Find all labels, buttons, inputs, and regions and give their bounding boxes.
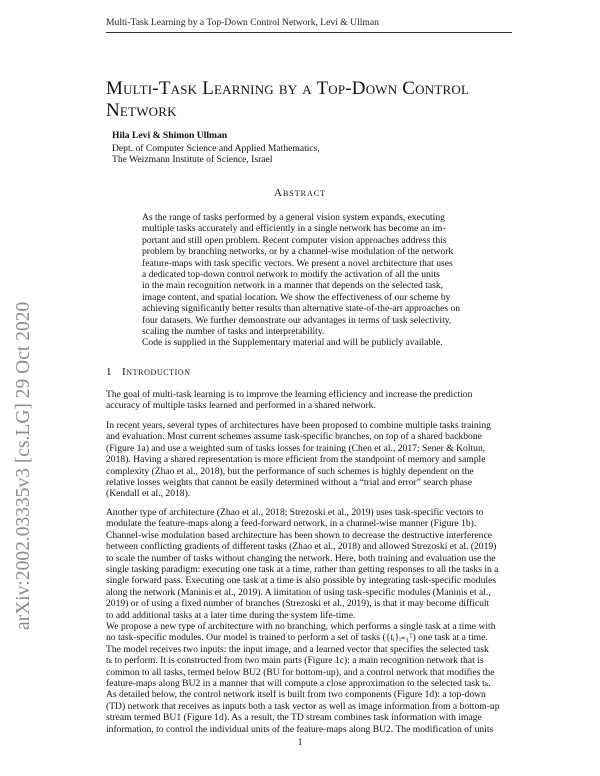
abstract-line: scaling the number of tasks and interpretability. xyxy=(142,326,325,338)
authors: Hila Levi & Shimon Ullman xyxy=(112,130,228,141)
paragraph-line: Another type of architecture (Zhao et al., 2018; Strezoski et al., 2019) uses task-specific vectors to xyxy=(106,507,484,518)
paragraph-line: relative losses weights that cannot be easily determined without a “trial and error” search phase xyxy=(106,477,473,489)
paragraph-4 xyxy=(106,621,510,735)
section-number: 1 xyxy=(106,366,113,378)
affiliation-line-2: The Weizmann Institute of Science, Israel xyxy=(112,154,273,165)
affiliation-line-1: Dept. of Computer Science and Applied Mathematics, xyxy=(112,143,320,154)
paragraph-line: We propose a new type of architecture with no branching, which performs a single task at a time with xyxy=(106,621,496,632)
abstract-body xyxy=(142,212,470,349)
paragraph-line: between conflicting gradients of different tasks (Zhao et al., 2018) and allowed Strezoski et al. (2019) xyxy=(106,541,497,553)
abstract-line: multiple tasks accurately and efficiently in a single network has become an im- xyxy=(142,223,446,235)
abstract-line: in the main recognition network in a manner that depends on the selected task, xyxy=(142,280,444,292)
paragraph-line: accuracy of multiple tasks learned and performed in a shared network. xyxy=(106,400,376,412)
abstract-line: Code is supplied in the Supplementary material and will be publicly available. xyxy=(142,337,443,349)
abstract-line: achieving significantly better results than alternative state-of-the-art approaches on xyxy=(142,303,461,315)
paragraph-line: and evaluation. Most current schemes assume task-specific branches, on top of a shared backbone xyxy=(106,431,482,443)
paragraph-line: to add additional tasks at a later time during the system life-time. xyxy=(106,609,356,621)
paragraph-line: single forward pass. Executing one task at a time is also possible by integrating task-specific modules xyxy=(106,575,497,587)
arxiv-stamp: arXiv:2002.03335v3 [cs.LG] 29 Oct 2020 xyxy=(13,301,34,630)
abstract-line: image content, and spatial location. We show the effectiveness of our scheme by xyxy=(142,291,451,303)
abstract-line: four datasets. We further demonstrate our advantages in terms of task selectivity, xyxy=(142,314,452,326)
paragraph-line: information, to control the individual units of the feature-maps along BU2. The modification of units xyxy=(106,723,494,735)
paragraph-line: complexity (Zhao et al., 2018), but the performance of such schemes is highly dependent on the xyxy=(106,465,474,477)
abstract-heading: Abstract xyxy=(274,187,326,199)
section-title: Introduction xyxy=(122,366,191,378)
paragraph-line: Channel-wise modulation based architecture has been shown to decrease the destructive interference xyxy=(106,529,492,541)
paragraph-line: no task-specific modules. Our model is trained to perform a set of tasks ({tᵢ}ᵢ₌₁ᵀ) one task at a time. xyxy=(106,632,488,644)
abstract-line: feature-maps with task specific vectors. We present a novel architecture that uses xyxy=(142,257,453,269)
section-heading xyxy=(106,366,191,378)
paragraph-line: The goal of multi-task learning is to improve the learning efficiency and increase the prediction xyxy=(106,389,473,400)
paragraph-line: stream termed BU1 (Figure 1d). As a result, the TD stream combines task information with image xyxy=(106,712,482,724)
paragraph-line: to scale the number of tasks without changing the network. Here, both training and evaluation use the xyxy=(106,552,496,564)
header-rule xyxy=(106,32,512,33)
paragraph-line: In recent years, several types of architectures have been proposed to combine multiple tasks training xyxy=(106,420,491,431)
paragraph-line: As detailed below, the control network itself is built from two components (Figure 1d): a top-down xyxy=(106,689,486,701)
abstract-line: problem by branching networks, or by a channel-wise modulation of the network xyxy=(142,246,454,258)
paragraph-line: along the network (Maninis et al., 2019). A limitation of using task-specific modules (Maninis et al., xyxy=(106,586,491,598)
paragraph-line: tₖ to perform. It is constructed from two main parts (Figure 1c): a main recognition network that is xyxy=(106,655,484,667)
paper-title xyxy=(106,78,526,122)
paragraph-2 xyxy=(106,420,510,500)
paragraph-line: modulate the feature-maps along a feed-forward network, in a channel-wise manner (Figure 1b). xyxy=(106,518,477,530)
paragraph-line: feature-maps along BU2 in a manner that will compute a close approximation to the selected task tₖ. xyxy=(106,678,491,690)
paragraph-line: (Figure 1a) and use a weighted sum of tasks losses for training (Chen et al., 2017; Sener & Koltun, xyxy=(106,442,486,454)
page-number: 1 xyxy=(297,737,303,748)
abstract-line: portant and still open problem. Recent computer vision approaches address this xyxy=(142,234,447,246)
title-line-1: Multi-Task Learning by a Top-Down Control xyxy=(106,78,470,99)
paragraph-line: (Kendall et al., 2018). xyxy=(106,488,191,500)
abstract-line: a dedicated top-down control network to modify the activation of all the units xyxy=(142,269,440,281)
paragraph-line: 2019) or of using a fixed number of branches (Strezoski et al., 2019), is that it may become difficult xyxy=(106,598,490,610)
title-line-2: Network xyxy=(106,100,177,121)
paragraph-line: single tasking paradigm: executing one task at a time, rather than getting responses to all the tasks in a xyxy=(106,564,499,576)
paragraph-3 xyxy=(106,507,510,621)
paragraph-line: (TD) network that receives as inputs both a task vector as well as image information from a bottom-up xyxy=(106,700,500,712)
running-head: Multi-Task Learning by a Top-Down Control Network, Levi & Ullman xyxy=(106,17,379,28)
paragraph-line: common to all tasks, termed below BU2 (BU for bottom-up), and a control network that modifies the xyxy=(106,666,495,678)
abstract-line: As the range of tasks performed by a general vision system expands, executing xyxy=(142,212,445,223)
paragraph-1 xyxy=(106,389,510,412)
paragraph-line: The model receives two inputs: the input image, and a learned vector that specifies the selected task xyxy=(106,643,489,655)
paragraph-line: 2018). Having a shared representation is more efficient from the standpoint of memory and sample xyxy=(106,454,486,466)
